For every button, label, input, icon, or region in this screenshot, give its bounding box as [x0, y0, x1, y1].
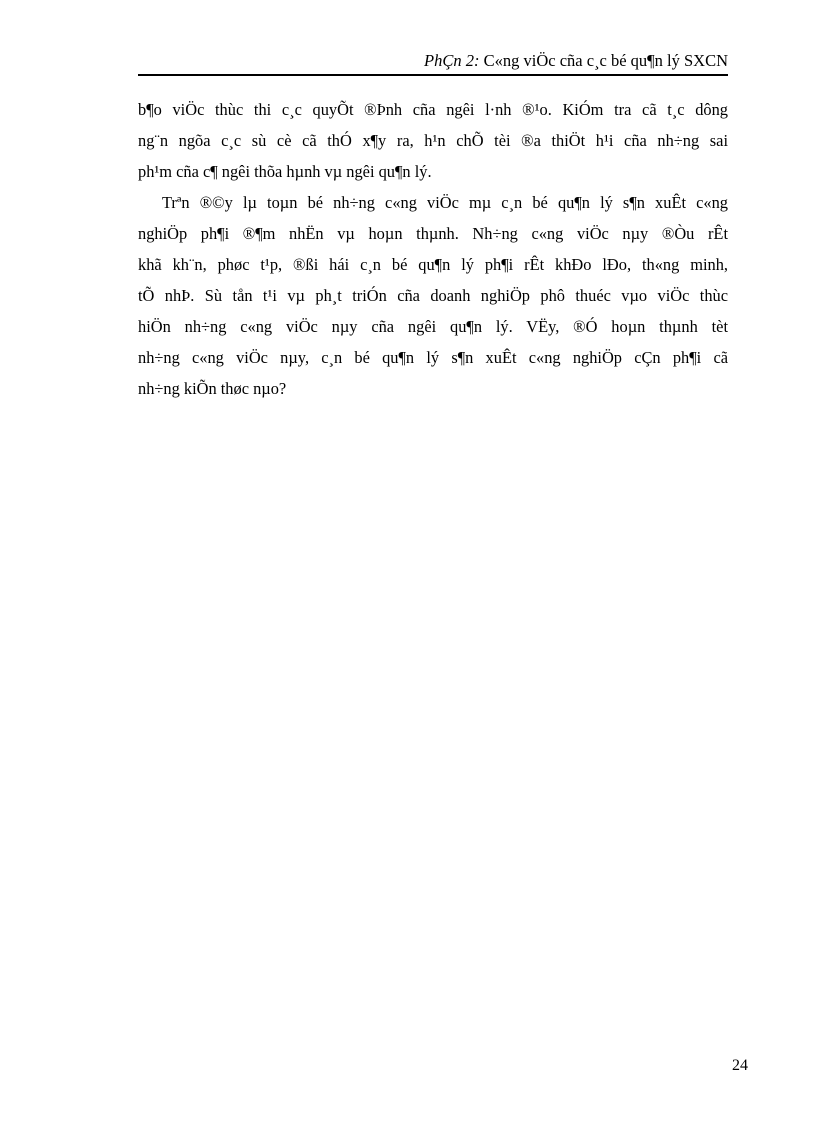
text-line: ng¨n ngõa c¸c sù cè cã thÓ x¶y ra, h¹n chÕ tèi ®a thiÖt h¹i cña nh÷ng sai	[138, 131, 728, 150]
paragraph-continued	[138, 94, 728, 187]
text-line: khã kh¨n, phøc t¹p, ®ßi hái c¸n bé qu¶n lý ph¶i rÊt khÐo lÐo, th«ng minh,	[138, 255, 728, 274]
body-text	[138, 94, 728, 404]
page-number: 24	[732, 1057, 748, 1074]
paragraph-summary	[138, 187, 728, 404]
header-divider	[138, 74, 728, 76]
text-line: nh÷ng c«ng viÖc nµy, c¸n bé qu¶n lý s¶n xuÊt c«ng nghiÖp cÇn ph¶i cã	[138, 348, 728, 367]
text-line: nghiÖp ph¶i ®¶m nhËn vµ hoµn thµnh. Nh÷ng c«ng viÖc nµy ®Òu rÊt	[138, 224, 728, 243]
text-line: tÕ nhÞ. Sù tån t¹i vµ ph¸t triÓn cña doanh nghiÖp phô thuéc vµo viÖc thùc	[138, 286, 728, 305]
header-part-label: PhÇn 2:	[424, 51, 480, 70]
running-header	[138, 50, 728, 74]
header-chapter-title: C«ng viÖc cña c¸c bé qu¶n lý SXCN	[483, 51, 728, 70]
text-line: ph¹m cña c¶ ngêi thõa hµnh vµ ngêi qu¶n lý.	[138, 162, 432, 181]
text-line: Trªn ®©y lµ toµn bé nh÷ng c«ng viÖc mµ c¸n bé qu¶n lý s¶n xuÊt c«ng	[162, 193, 728, 212]
text-line: nh÷ng kiÕn thøc nµo?	[138, 379, 287, 398]
text-line: hiÖn nh÷ng c«ng viÖc nµy cña ngêi qu¶n lý. VËy, ®Ó hoµn thµnh tèt	[138, 317, 728, 336]
text-line: b¶o viÖc thùc thi c¸c quyÕt ®Þnh cña ngêi l·nh ®¹o. KiÓm tra cã t¸c dông	[138, 100, 728, 119]
